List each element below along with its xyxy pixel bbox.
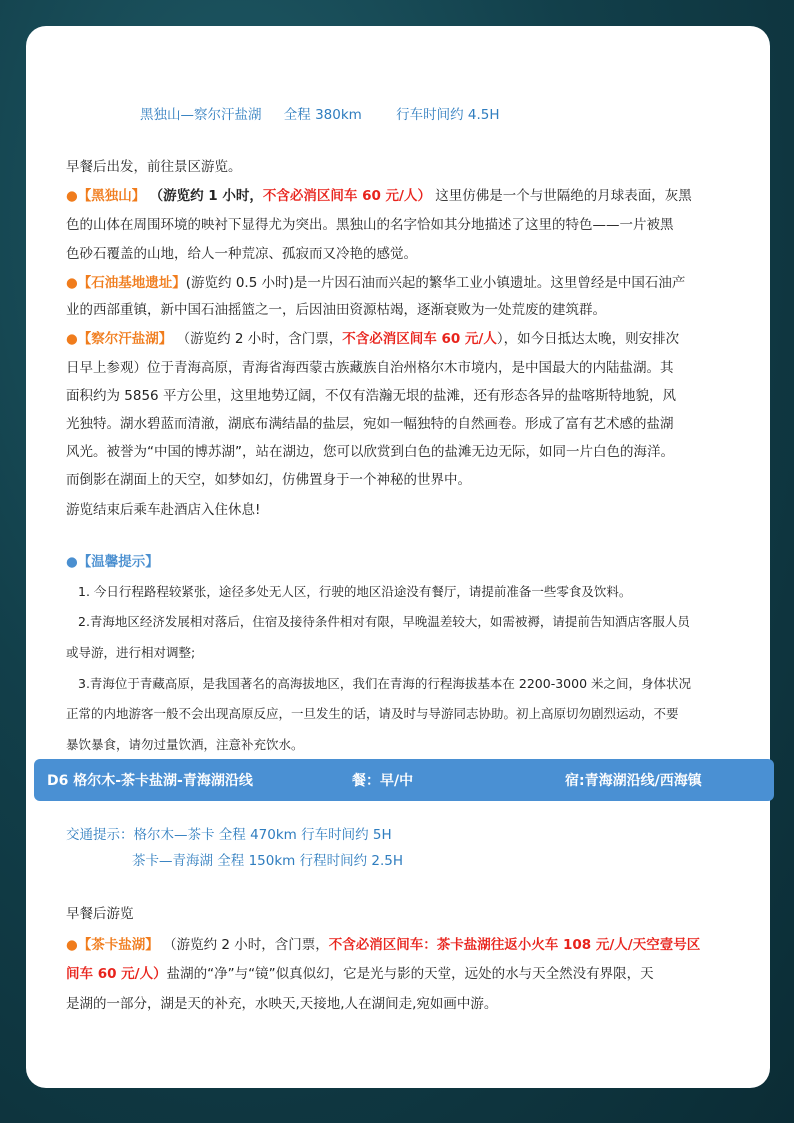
route-time: 行车时间约 4.5H bbox=[396, 107, 500, 123]
chaka-desc-2: 盐湖的“净”与“镜”似真似幻，它是光与影的天堂，远处的水与天全然没有界限，天 bbox=[166, 966, 654, 982]
day6-route: D6 格尔木-茶卡盐湖-青海湖沿线 bbox=[47, 773, 253, 789]
heidushan-title: ●【黑独山】 bbox=[66, 188, 146, 204]
route-name: 黑独山—察尔汗盐湖 bbox=[140, 107, 262, 123]
qarhan-desc-3: 面积约为 5856 平方公里，这里地势辽阔，不仅有浩瀚无垠的盐滩，还有形态各异的盐喀斯特地貌，风 bbox=[66, 388, 676, 404]
oilbase-line-1 bbox=[66, 271, 730, 291]
heidushan-info: （游览约 1 小时， bbox=[149, 188, 263, 204]
tip-3b: 正常的内地游客一般不会出现高原反应，一旦发生的话，请及时与导游同志协助。初上高原切勿剧烈运动，不要 bbox=[66, 706, 679, 721]
chaka-fee: 不含必消区间车：茶卡盐湖往返小火车 108 元/人/天空壹号区 bbox=[328, 937, 701, 953]
route-distance: 全程 380km bbox=[283, 107, 362, 123]
qarhan-line-1 bbox=[66, 327, 730, 347]
itinerary-card bbox=[26, 26, 770, 1088]
chaka-fee-cont: 间车 60 元/人） bbox=[66, 966, 167, 982]
qarhan-desc-6: 而倒影在湖面上的天空，如梦如幻，仿佛置身于一个神秘的世界中。 bbox=[66, 472, 471, 488]
day6-header bbox=[34, 759, 774, 801]
chaka-line-2 bbox=[66, 962, 730, 982]
tip-3a: 3.青海位于青藏高原，是我国著名的高海拔地区，我们在青海的行程海拔基本在 2200-3000 米之间，身体状况 bbox=[78, 676, 692, 691]
tips-title: ●【温馨提示】 bbox=[66, 554, 159, 570]
qarhan-desc-2: 日早上参观）位于青海高原，青海省海西蒙古族藏族自治州格尔木市境内，是中国最大的内陆盐湖。其 bbox=[66, 360, 674, 376]
tip-2b: 或导游，进行相对调整; bbox=[66, 645, 196, 660]
heidushan-desc-3: 色砂石覆盖的山地，给人一种荒凉、孤寂而又冷艳的感觉。 bbox=[66, 246, 417, 262]
tip-3c: 暴饮暴食，请勿过量饮酒，注意补充饮水。 bbox=[66, 737, 304, 752]
qarhan-desc-5: 风光。被誉为“中国的博苏湖”，站在湖边，您可以欣赏到白色的盐滩无边无际，如同一片白色的海洋。 bbox=[66, 444, 674, 460]
chaka-title: ●【茶卡盐湖】 bbox=[66, 937, 159, 953]
qarhan-fee: 不含必消区间车 60 元/人 bbox=[342, 331, 497, 347]
traffic-line-2: 茶卡—青海湖 全程 150km 行程时间约 2.5H bbox=[132, 853, 404, 869]
qarhan-info: （游览约 2 小时，含门票， bbox=[176, 331, 343, 347]
traffic-line-1: 交通提示：格尔木—茶卡 全程 470km 行车时间约 5H bbox=[66, 827, 392, 843]
chaka-info: （游览约 2 小时，含门票， bbox=[163, 937, 329, 953]
heidushan-desc-2: 色的山体在周围环境的映衬下显得尤为突出。黑独山的名字恰如其分地描述了这里的特色——一片被黑 bbox=[66, 217, 674, 233]
qarhan-desc-4: 光独特。湖水碧蓝而清澈，湖底布满结晶的盐层，宛如一幅独特的自然画卷。形成了富有艺术感的盐湖 bbox=[66, 416, 674, 432]
heidushan-line-1 bbox=[66, 184, 730, 204]
oilbase-title: ●【石油基地遗址】 bbox=[66, 275, 186, 291]
intro-text: 早餐后出发，前往景区游览。 bbox=[66, 159, 242, 175]
tip-2a: 2.青海地区经济发展相对落后，住宿及接待条件相对有限，早晚温差较大，如需被褥，请提前告知酒店客服人员 bbox=[78, 614, 690, 629]
chaka-desc-3: 是湖的一部分，湖是天的补充，水映天,天接地,人在湖间走,宛如画中游。 bbox=[66, 996, 498, 1012]
oilbase-desc-2: 业的西部重镇，新中国石油摇篮之一，后因油田资源枯竭，逐渐衰败为一处荒废的建筑群。 bbox=[66, 302, 606, 318]
route-header bbox=[140, 103, 770, 123]
tip-1: 1. 今日行程路程较紧张，途径多处无人区，行驶的地区沿途没有餐厅，请提前准备一些零食及饮料。 bbox=[78, 584, 632, 599]
closing-text: 游览结束后乘车赴酒店入住休息! bbox=[66, 502, 261, 518]
day6-meals: 餐：早/中 bbox=[352, 773, 414, 789]
day6-intro: 早餐后游览 bbox=[66, 906, 134, 922]
chaka-line-1 bbox=[66, 933, 730, 953]
oilbase-desc-1: (游览约 0.5 小时)是一片因石油而兴起的繁华工业小镇遗址。这里曾经是中国石油产 bbox=[185, 275, 686, 291]
qarhan-info-end: ），如今日抵达太晚，则安排次 bbox=[496, 331, 680, 347]
heidushan-fee: 不含必消区间车 60 元/人） bbox=[262, 188, 431, 204]
day6-stay: 宿:青海湖沿线/西海镇 bbox=[565, 773, 702, 789]
heidushan-desc-1: 这里仿佛是一个与世隔绝的月球表面，灰黑 bbox=[435, 188, 692, 204]
qarhan-title: ●【察尔汗盐湖】 bbox=[66, 331, 173, 347]
